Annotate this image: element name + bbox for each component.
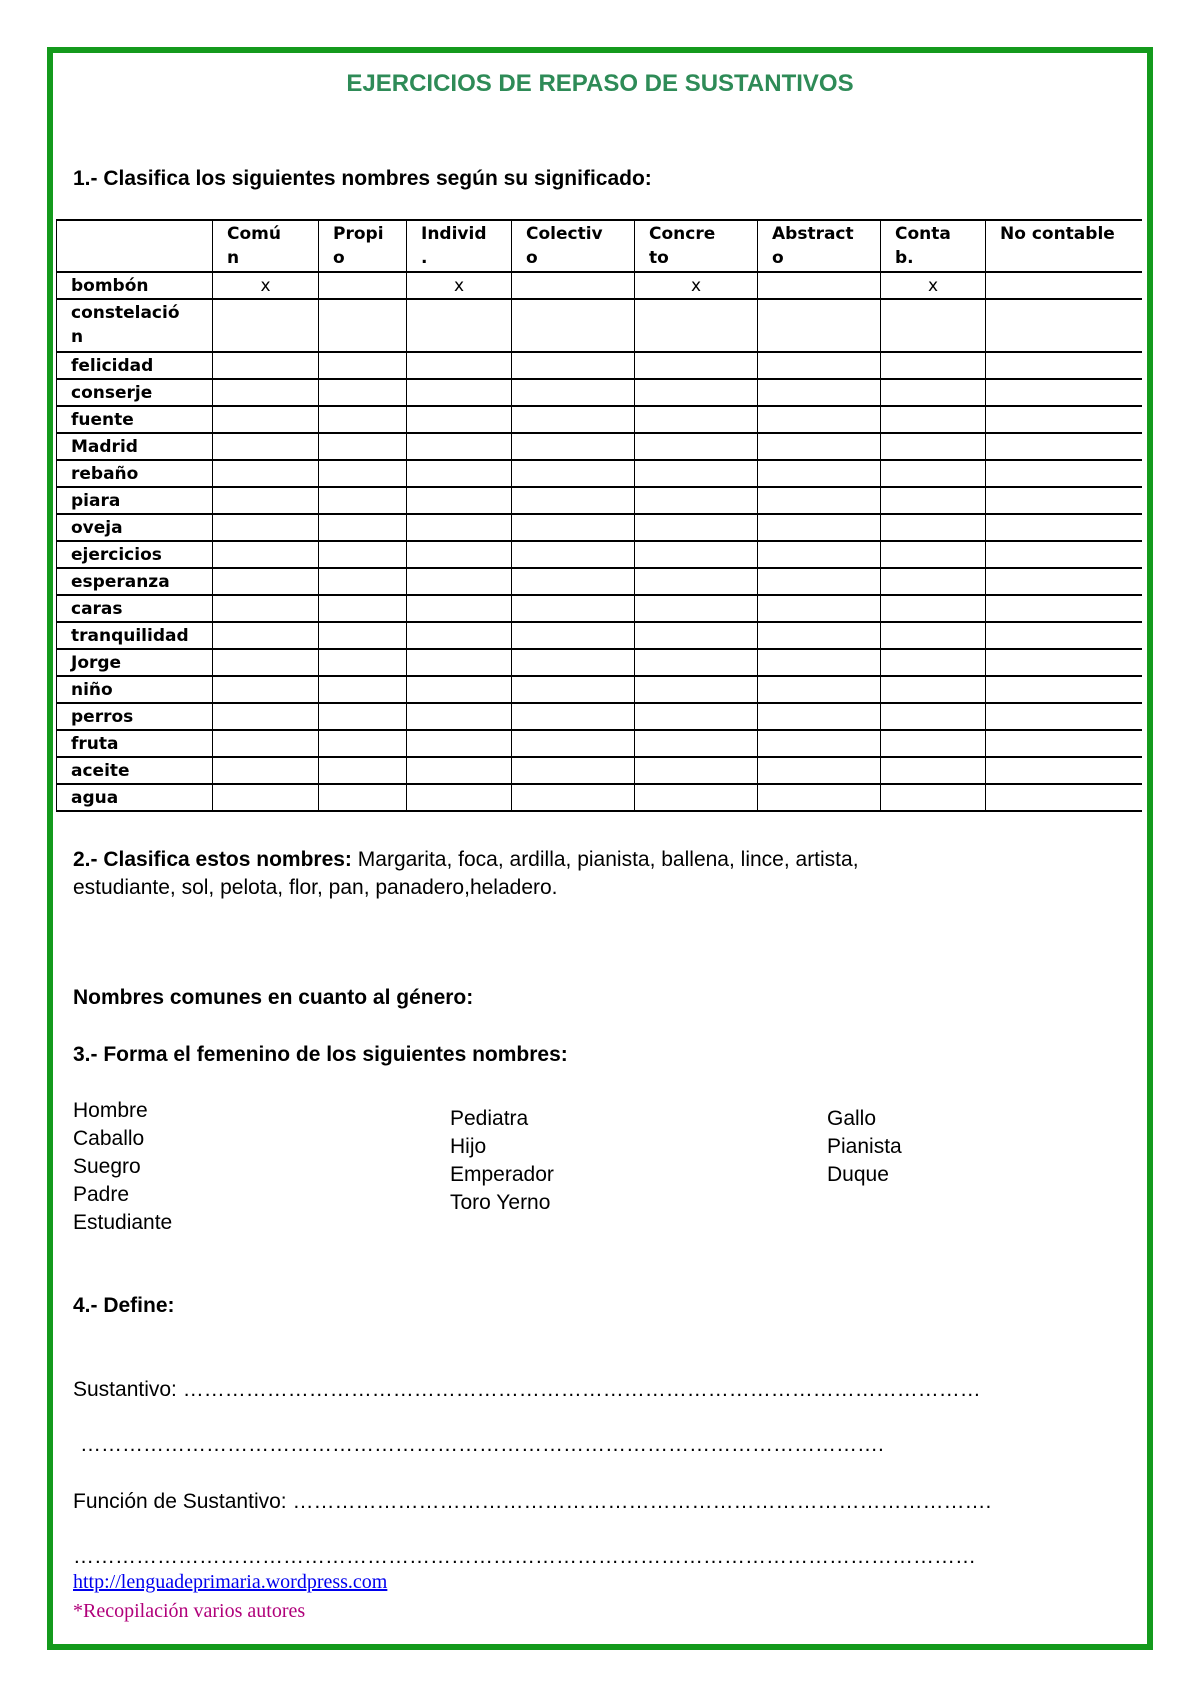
table-row xyxy=(57,622,1142,649)
noun-text: ejercicios xyxy=(71,545,162,565)
answer-cell[interactable] xyxy=(512,352,635,379)
answer-cell[interactable] xyxy=(758,703,881,730)
answer-cell[interactable] xyxy=(635,703,758,730)
answer-cell[interactable] xyxy=(213,433,319,460)
answer-cell[interactable] xyxy=(512,703,635,730)
noun-text: piara xyxy=(71,491,121,511)
answer-cell[interactable] xyxy=(213,703,319,730)
answer-cell[interactable] xyxy=(319,649,407,676)
answer-cell[interactable] xyxy=(986,703,1142,730)
table-row xyxy=(57,379,1142,406)
answer-cell[interactable] xyxy=(758,757,881,784)
answer-cell[interactable] xyxy=(758,676,881,703)
answer-cell[interactable]: x xyxy=(635,272,758,299)
answer-cell[interactable] xyxy=(758,379,881,406)
answer-cell[interactable] xyxy=(512,460,635,487)
noun-text: Madrid xyxy=(71,437,138,457)
word-item: Suegro xyxy=(73,1155,141,1178)
answer-cell[interactable] xyxy=(758,784,881,811)
answer-cell[interactable] xyxy=(319,676,407,703)
answer-cell[interactable] xyxy=(213,757,319,784)
answer-cell[interactable] xyxy=(758,595,881,622)
answer-cell[interactable] xyxy=(635,460,758,487)
column-header xyxy=(635,220,758,272)
classification-table xyxy=(56,219,1142,812)
answer-cell[interactable] xyxy=(986,299,1142,352)
noun-cell xyxy=(57,622,213,649)
exercise-2-heading: 2.- Clasifica estos nombres: xyxy=(73,848,352,871)
answer-cell[interactable] xyxy=(512,514,635,541)
table-row xyxy=(57,433,1142,460)
answer-cell[interactable] xyxy=(213,379,319,406)
answer-cell[interactable] xyxy=(986,622,1142,649)
word-item: Emperador xyxy=(450,1163,554,1186)
answer-cell[interactable] xyxy=(319,406,407,433)
answer-cell[interactable] xyxy=(213,487,319,514)
answer-cell[interactable] xyxy=(758,433,881,460)
noun-cell xyxy=(57,595,213,622)
noun-cell xyxy=(57,406,213,433)
answer-cell[interactable] xyxy=(881,433,986,460)
word-item: Hijo xyxy=(450,1135,487,1158)
answer-cell[interactable] xyxy=(635,299,758,352)
column-header xyxy=(407,220,512,272)
table-row xyxy=(57,757,1142,784)
header-line: Abstract xyxy=(772,224,854,244)
answer-cell[interactable] xyxy=(319,272,407,299)
answer-cell[interactable] xyxy=(319,352,407,379)
answer-cell[interactable]: x xyxy=(213,272,319,299)
answer-cell[interactable] xyxy=(758,272,881,299)
answer-cell[interactable] xyxy=(512,649,635,676)
answer-cell[interactable] xyxy=(986,460,1142,487)
answer-cell[interactable] xyxy=(319,757,407,784)
answer-cell[interactable] xyxy=(881,622,986,649)
exercise-4-heading: 4.- Define: xyxy=(73,1294,175,1317)
word-item: Duque xyxy=(827,1163,889,1186)
answer-cell[interactable] xyxy=(319,379,407,406)
table-row xyxy=(57,595,1142,622)
noun-text: constelació xyxy=(71,303,180,323)
header-line: Propi xyxy=(333,224,384,244)
answer-cell[interactable] xyxy=(407,595,512,622)
noun-cell xyxy=(57,784,213,811)
header-line: b. xyxy=(895,248,914,268)
table-row xyxy=(57,676,1142,703)
answer-cell[interactable] xyxy=(407,676,512,703)
answer-cell[interactable] xyxy=(407,514,512,541)
answer-cell[interactable] xyxy=(881,784,986,811)
answer-cell[interactable] xyxy=(512,541,635,568)
exercise-3-column-3 xyxy=(827,1105,902,1189)
answer-cell[interactable] xyxy=(319,541,407,568)
answer-cell[interactable] xyxy=(758,622,881,649)
answer-cell[interactable] xyxy=(407,379,512,406)
table-header-row xyxy=(57,220,1142,272)
answer-cell[interactable] xyxy=(986,487,1142,514)
answer-cell[interactable] xyxy=(512,299,635,352)
answer-cell[interactable] xyxy=(213,299,319,352)
noun-cell xyxy=(57,352,213,379)
answer-cell[interactable] xyxy=(319,433,407,460)
answer-cell[interactable] xyxy=(213,514,319,541)
answer-cell[interactable] xyxy=(758,406,881,433)
answer-cell[interactable] xyxy=(213,649,319,676)
noun-text: bombón xyxy=(71,276,149,296)
noun-cell xyxy=(57,541,213,568)
answer-cell[interactable] xyxy=(635,622,758,649)
header-line: o xyxy=(333,248,345,268)
answer-cell[interactable] xyxy=(986,379,1142,406)
exercise-2-text xyxy=(73,848,859,872)
answer-cell[interactable]: x xyxy=(881,272,986,299)
answer-cell[interactable] xyxy=(407,568,512,595)
answer-cell[interactable] xyxy=(986,757,1142,784)
answer-cell[interactable] xyxy=(213,784,319,811)
noun-cell xyxy=(57,676,213,703)
noun-cell xyxy=(57,487,213,514)
answer-dots: ………………………………………………………………………………………. xyxy=(292,1490,992,1513)
source-link[interactable]: http://lenguadeprimaria.wordpress.com xyxy=(73,1571,388,1593)
answer-cell[interactable] xyxy=(881,460,986,487)
exercise-1-heading: 1.- Clasifica los siguientes nombres según su significado: xyxy=(73,167,652,190)
answer-cell[interactable] xyxy=(407,757,512,784)
answer-cell[interactable] xyxy=(512,595,635,622)
answer-cell[interactable] xyxy=(986,514,1142,541)
answer-cell[interactable] xyxy=(213,460,319,487)
answer-cell[interactable]: x xyxy=(407,272,512,299)
answer-cell[interactable] xyxy=(635,406,758,433)
table-row xyxy=(57,299,1142,352)
table-row xyxy=(57,406,1142,433)
noun-text: fruta xyxy=(71,734,119,754)
answer-cell[interactable] xyxy=(881,676,986,703)
answer-cell[interactable] xyxy=(881,595,986,622)
noun-cell xyxy=(57,730,213,757)
exercise-3-heading: 3.- Forma el femenino de los siguientes nombres: xyxy=(73,1043,568,1066)
header-line: Concre xyxy=(649,224,716,244)
answer-cell[interactable] xyxy=(213,595,319,622)
answer-cell[interactable] xyxy=(512,272,635,299)
word-item: Pianista xyxy=(827,1135,902,1158)
answer-cell[interactable] xyxy=(319,784,407,811)
table-row xyxy=(57,514,1142,541)
answer-cell[interactable] xyxy=(407,622,512,649)
answer-cell[interactable] xyxy=(635,433,758,460)
answer-cell[interactable] xyxy=(881,379,986,406)
answer-cell[interactable] xyxy=(512,487,635,514)
answer-cell[interactable] xyxy=(213,622,319,649)
define-funcion-line xyxy=(73,1490,1023,1514)
answer-cell[interactable] xyxy=(213,352,319,379)
noun-cell xyxy=(57,272,213,299)
answer-cell[interactable] xyxy=(512,433,635,460)
answer-cell[interactable] xyxy=(758,352,881,379)
answer-cell[interactable] xyxy=(407,299,512,352)
answer-cell[interactable] xyxy=(758,460,881,487)
answer-cell[interactable] xyxy=(319,703,407,730)
noun-text: tranquilidad xyxy=(71,626,189,646)
answer-cell[interactable] xyxy=(319,487,407,514)
header-line: Individ xyxy=(421,224,487,244)
answer-cell[interactable] xyxy=(758,514,881,541)
noun-cell xyxy=(57,460,213,487)
answer-dots: ………………………………………………………………………………………………………………… xyxy=(73,1545,976,1568)
answer-cell[interactable] xyxy=(986,784,1142,811)
answer-cell[interactable] xyxy=(407,460,512,487)
answer-cell[interactable] xyxy=(881,757,986,784)
exercise-3-column-1 xyxy=(73,1097,172,1237)
noun-cell xyxy=(57,514,213,541)
noun-cell xyxy=(57,757,213,784)
answer-cell[interactable] xyxy=(512,784,635,811)
credit-text: *Recopilación varios autores xyxy=(73,1600,306,1622)
table-row xyxy=(57,568,1142,595)
answer-cell[interactable] xyxy=(881,514,986,541)
noun-text: rebaño xyxy=(71,464,139,484)
answer-cell[interactable] xyxy=(635,352,758,379)
answer-cell[interactable] xyxy=(635,379,758,406)
answer-cell[interactable] xyxy=(319,622,407,649)
answer-cell[interactable] xyxy=(635,541,758,568)
column-header xyxy=(986,220,1142,272)
answer-cell[interactable] xyxy=(881,406,986,433)
answer-cell[interactable] xyxy=(319,460,407,487)
answer-cell[interactable] xyxy=(881,568,986,595)
answer-cell[interactable] xyxy=(881,730,986,757)
noun-text: fuente xyxy=(71,410,134,430)
answer-cell[interactable] xyxy=(407,406,512,433)
answer-cell[interactable] xyxy=(407,541,512,568)
answer-cell[interactable] xyxy=(881,299,986,352)
word-item: Toro Yerno xyxy=(450,1191,551,1214)
word-item: Padre xyxy=(73,1183,130,1206)
answer-cell[interactable] xyxy=(213,568,319,595)
answer-cell[interactable] xyxy=(407,352,512,379)
header-line: Conta xyxy=(895,224,951,244)
noun-cell xyxy=(57,433,213,460)
header-line: to xyxy=(649,248,669,268)
noun-text: n xyxy=(71,327,84,347)
answer-cell[interactable] xyxy=(407,730,512,757)
answer-cell[interactable] xyxy=(881,352,986,379)
header-line: Comú xyxy=(227,224,281,244)
column-header xyxy=(758,220,881,272)
answer-cell[interactable] xyxy=(319,514,407,541)
exercise-3-column-2 xyxy=(450,1105,554,1217)
answer-cell[interactable] xyxy=(635,730,758,757)
answer-cell[interactable] xyxy=(213,406,319,433)
answer-cell[interactable] xyxy=(986,433,1142,460)
answer-cell[interactable] xyxy=(881,487,986,514)
answer-cell[interactable] xyxy=(213,676,319,703)
answer-dots: …………………………………………………………………………………………………… xyxy=(182,1378,981,1401)
answer-cell[interactable] xyxy=(407,784,512,811)
sustantivo-label: Sustantivo: xyxy=(73,1378,177,1401)
table-row xyxy=(57,541,1142,568)
answer-cell[interactable] xyxy=(986,406,1142,433)
answer-cell[interactable] xyxy=(986,676,1142,703)
noun-text: caras xyxy=(71,599,123,619)
noun-cell xyxy=(57,299,213,352)
header-line: o xyxy=(772,248,784,268)
noun-text: conserje xyxy=(71,383,153,403)
answer-cell[interactable] xyxy=(635,649,758,676)
answer-cell[interactable] xyxy=(635,595,758,622)
noun-text: aceite xyxy=(71,761,130,781)
answer-cell[interactable] xyxy=(512,730,635,757)
answer-cell[interactable] xyxy=(758,541,881,568)
answer-cell[interactable] xyxy=(407,649,512,676)
table-row xyxy=(57,352,1142,379)
answer-cell[interactable] xyxy=(512,568,635,595)
word-item: Gallo xyxy=(827,1107,877,1130)
column-header xyxy=(512,220,635,272)
answer-cell[interactable] xyxy=(635,487,758,514)
answer-cell[interactable] xyxy=(319,299,407,352)
table-row xyxy=(57,272,1142,299)
header-line: . xyxy=(421,248,428,268)
table-row xyxy=(57,784,1142,811)
gender-heading: Nombres comunes en cuanto al género: xyxy=(73,986,474,1009)
table-row xyxy=(57,703,1142,730)
answer-cell[interactable] xyxy=(319,730,407,757)
header-line: n xyxy=(227,248,240,268)
exercise-2-words-line2: estudiante, sol, pelota, flor, pan, panadero,heladero. xyxy=(73,876,558,899)
word-item: Hombre xyxy=(73,1099,148,1122)
answer-cell[interactable] xyxy=(512,757,635,784)
table-row xyxy=(57,649,1142,676)
answer-cell[interactable] xyxy=(758,568,881,595)
answer-cell[interactable] xyxy=(881,649,986,676)
noun-cell xyxy=(57,703,213,730)
answer-cell[interactable] xyxy=(986,730,1142,757)
header-line: Colectiv xyxy=(526,224,603,244)
word-item: Estudiante xyxy=(73,1211,173,1234)
noun-text: niño xyxy=(71,680,113,700)
word-item: Caballo xyxy=(73,1127,145,1150)
noun-text: felicidad xyxy=(71,356,154,376)
noun-cell xyxy=(57,649,213,676)
page-title: EJERCICIOS DE REPASO DE SUSTANTIVOS xyxy=(346,70,854,97)
column-header xyxy=(319,220,407,272)
noun-text: agua xyxy=(71,788,119,808)
answer-cell[interactable] xyxy=(986,541,1142,568)
answer-cell[interactable] xyxy=(758,730,881,757)
noun-text: oveja xyxy=(71,518,123,538)
answer-cell[interactable] xyxy=(881,541,986,568)
answer-cell[interactable] xyxy=(758,487,881,514)
exercise-2-words-line1: Margarita, foca, ardilla, pianista, ballena, lince, artista, xyxy=(357,848,859,871)
answer-cell[interactable] xyxy=(635,676,758,703)
answer-cell[interactable] xyxy=(986,595,1142,622)
table-row xyxy=(57,487,1142,514)
answer-dots: ……………………………………………………………………………………………………. xyxy=(80,1433,884,1456)
answer-cell[interactable] xyxy=(758,649,881,676)
noun-text: perros xyxy=(71,707,134,727)
answer-cell[interactable] xyxy=(512,406,635,433)
answer-cell[interactable] xyxy=(512,676,635,703)
funcion-label: Función de Sustantivo: xyxy=(73,1490,287,1513)
answer-cell[interactable] xyxy=(635,784,758,811)
column-header xyxy=(881,220,986,272)
answer-cell[interactable] xyxy=(213,730,319,757)
answer-cell[interactable] xyxy=(407,487,512,514)
table-row xyxy=(57,730,1142,757)
table-row xyxy=(57,460,1142,487)
answer-cell[interactable] xyxy=(407,703,512,730)
noun-text: Jorge xyxy=(71,653,122,673)
answer-cell[interactable] xyxy=(758,299,881,352)
noun-text: esperanza xyxy=(71,572,170,592)
answer-cell[interactable] xyxy=(512,622,635,649)
header-line: No contable xyxy=(1000,224,1115,244)
answer-cell[interactable] xyxy=(319,595,407,622)
noun-cell xyxy=(57,568,213,595)
answer-cell[interactable] xyxy=(635,757,758,784)
answer-cell[interactable] xyxy=(986,352,1142,379)
column-header xyxy=(213,220,319,272)
answer-cell[interactable] xyxy=(213,541,319,568)
define-sustantivo-line xyxy=(73,1378,1128,1402)
answer-cell[interactable] xyxy=(319,568,407,595)
answer-cell[interactable] xyxy=(407,433,512,460)
word-item: Pediatra xyxy=(450,1107,529,1130)
column-header xyxy=(57,220,213,272)
answer-cell[interactable] xyxy=(986,568,1142,595)
answer-cell[interactable] xyxy=(635,568,758,595)
answer-cell[interactable] xyxy=(881,703,986,730)
answer-cell[interactable] xyxy=(635,514,758,541)
header-line: o xyxy=(526,248,538,268)
answer-cell[interactable] xyxy=(512,379,635,406)
answer-cell[interactable] xyxy=(986,272,1142,299)
answer-cell[interactable] xyxy=(986,649,1142,676)
noun-cell xyxy=(57,379,213,406)
